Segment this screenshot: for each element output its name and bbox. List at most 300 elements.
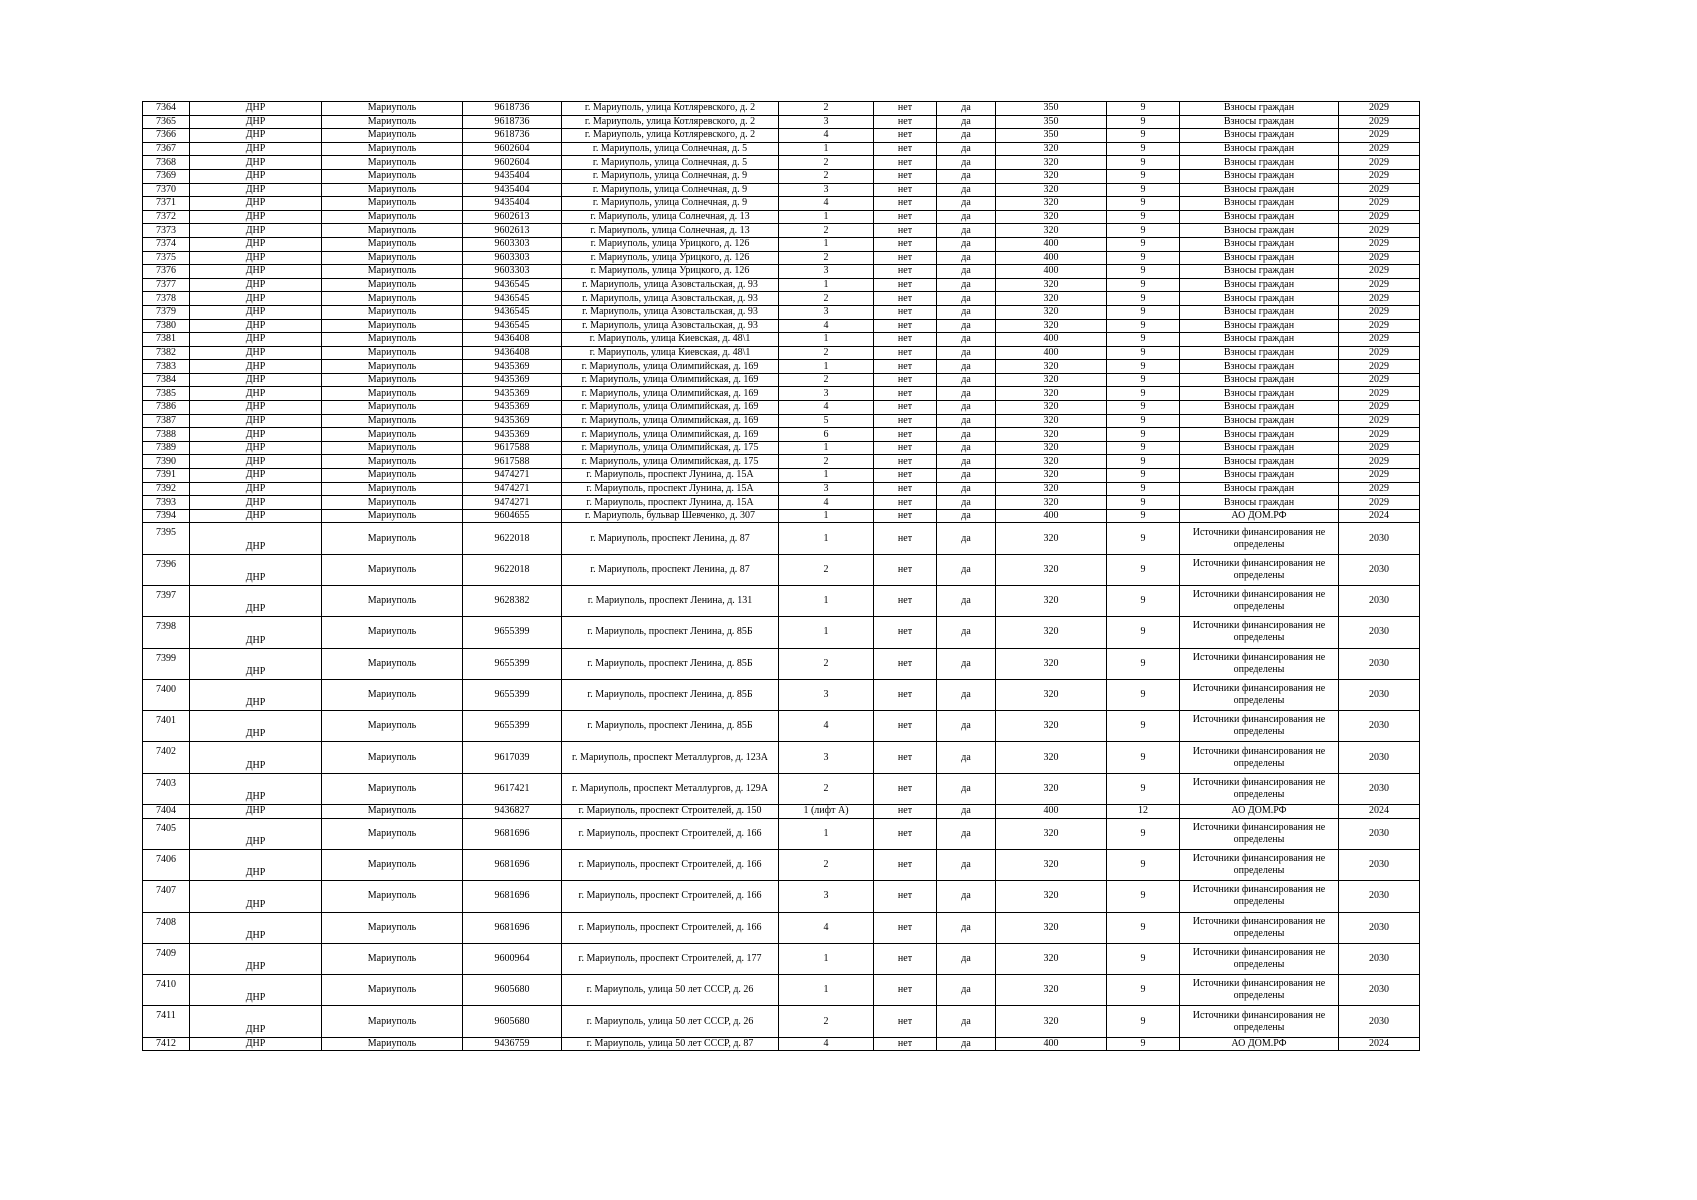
cell-funding-source: Источники финансирования не определены [1180, 975, 1339, 1006]
cell-city: Мариуполь [322, 523, 463, 554]
cell-flag-yes: да [937, 881, 996, 912]
cell-flag-no: нет [874, 441, 937, 455]
cell-lift-number: 4 [779, 197, 874, 211]
cell-load-capacity: 320 [996, 183, 1107, 197]
cell-building-code: 9435369 [463, 387, 562, 401]
cell-flag-no: нет [874, 102, 937, 116]
table-row [143, 711, 1420, 742]
cell-flag-yes: да [937, 319, 996, 333]
cell-flag-no: нет [874, 742, 937, 773]
cell-load-capacity: 320 [996, 428, 1107, 442]
cell-year: 2030 [1339, 881, 1420, 912]
table-row [143, 849, 1420, 880]
cell-row-number: 7387 [143, 414, 190, 428]
cell-region: ДНР [190, 912, 322, 943]
cell-flag-yes: да [937, 679, 996, 710]
cell-lift-number: 2 [779, 373, 874, 387]
cell-year: 2029 [1339, 169, 1420, 183]
cell-flag-yes: да [937, 496, 996, 510]
cell-address: г. Мариуполь, улица Солнечная, д. 9 [562, 183, 779, 197]
cell-floors: 9 [1107, 617, 1180, 648]
cell-floors: 9 [1107, 943, 1180, 974]
cell-load-capacity: 320 [996, 224, 1107, 238]
cell-lift-number: 4 [779, 319, 874, 333]
cell-row-number: 7380 [143, 319, 190, 333]
cell-row-number: 7406 [143, 849, 190, 880]
cell-lift-number: 1 [779, 818, 874, 849]
cell-row-number: 7412 [143, 1037, 190, 1051]
cell-city: Мариуполь [322, 319, 463, 333]
cell-city: Мариуполь [322, 773, 463, 804]
cell-flag-yes: да [937, 142, 996, 156]
table-row [143, 441, 1420, 455]
cell-flag-no: нет [874, 360, 937, 374]
cell-building-code: 9602613 [463, 210, 562, 224]
cell-floors: 9 [1107, 115, 1180, 129]
cell-city: Мариуполь [322, 818, 463, 849]
cell-row-number: 7374 [143, 237, 190, 251]
cell-load-capacity: 320 [996, 319, 1107, 333]
cell-year: 2029 [1339, 142, 1420, 156]
cell-flag-no: нет [874, 482, 937, 496]
cell-building-code: 9617039 [463, 742, 562, 773]
cell-funding-source: Взносы граждан [1180, 428, 1339, 442]
cell-address: г. Мариуполь, проспект Лунина, д. 15А [562, 482, 779, 496]
table-row [143, 401, 1420, 415]
lift-replacement-table [142, 101, 1420, 1051]
cell-row-number: 7411 [143, 1006, 190, 1037]
cell-year: 2030 [1339, 818, 1420, 849]
cell-row-number: 7381 [143, 333, 190, 347]
cell-address: г. Мариуполь, улица Урицкого, д. 126 [562, 237, 779, 251]
cell-region: ДНР [190, 237, 322, 251]
cell-floors: 9 [1107, 210, 1180, 224]
cell-address: г. Мариуполь, улица Азовстальская, д. 93 [562, 292, 779, 306]
cell-row-number: 7383 [143, 360, 190, 374]
cell-funding-source: Взносы граждан [1180, 482, 1339, 496]
cell-building-code: 9602613 [463, 224, 562, 238]
cell-lift-number: 1 [779, 237, 874, 251]
table-row [143, 292, 1420, 306]
cell-address: г. Мариуполь, улица Олимпийская, д. 169 [562, 414, 779, 428]
cell-flag-no: нет [874, 278, 937, 292]
cell-city: Мариуполь [322, 469, 463, 483]
cell-lift-number: 2 [779, 156, 874, 170]
cell-address: г. Мариуполь, улица Олимпийская, д. 175 [562, 441, 779, 455]
cell-building-code: 9622018 [463, 554, 562, 585]
cell-funding-source: Взносы граждан [1180, 496, 1339, 510]
cell-floors: 9 [1107, 679, 1180, 710]
cell-floors: 9 [1107, 648, 1180, 679]
cell-floors: 9 [1107, 197, 1180, 211]
table-row [143, 129, 1420, 143]
cell-load-capacity: 320 [996, 586, 1107, 617]
cell-floors: 9 [1107, 912, 1180, 943]
cell-lift-number: 3 [779, 387, 874, 401]
cell-year: 2029 [1339, 469, 1420, 483]
cell-city: Мариуполь [322, 333, 463, 347]
cell-load-capacity: 320 [996, 818, 1107, 849]
cell-flag-yes: да [937, 441, 996, 455]
cell-flag-no: нет [874, 469, 937, 483]
cell-year: 2029 [1339, 496, 1420, 510]
cell-address: г. Мариуполь, улица Киевская, д. 48\1 [562, 333, 779, 347]
cell-flag-no: нет [874, 496, 937, 510]
cell-region: ДНР [190, 414, 322, 428]
cell-funding-source: Источники финансирования не определены [1180, 523, 1339, 554]
cell-region: ДНР [190, 373, 322, 387]
cell-flag-no: нет [874, 346, 937, 360]
cell-region: ДНР [190, 509, 322, 523]
cell-row-number: 7375 [143, 251, 190, 265]
cell-floors: 9 [1107, 387, 1180, 401]
cell-region: ДНР [190, 679, 322, 710]
cell-flag-yes: да [937, 414, 996, 428]
cell-funding-source: Взносы граждан [1180, 156, 1339, 170]
cell-building-code: 9436545 [463, 305, 562, 319]
cell-funding-source: Источники финансирования не определены [1180, 554, 1339, 585]
cell-year: 2029 [1339, 319, 1420, 333]
cell-load-capacity: 400 [996, 251, 1107, 265]
cell-load-capacity: 320 [996, 617, 1107, 648]
cell-row-number: 7408 [143, 912, 190, 943]
cell-floors: 9 [1107, 305, 1180, 319]
cell-year: 2029 [1339, 278, 1420, 292]
cell-region: ДНР [190, 387, 322, 401]
cell-building-code: 9617588 [463, 455, 562, 469]
cell-city: Мариуполь [322, 617, 463, 648]
cell-funding-source: АО ДОМ.РФ [1180, 805, 1339, 819]
cell-year: 2030 [1339, 586, 1420, 617]
cell-floors: 9 [1107, 523, 1180, 554]
cell-address: г. Мариуполь, улица Олимпийская, д. 169 [562, 401, 779, 415]
cell-lift-number: 1 [779, 469, 874, 483]
cell-flag-yes: да [937, 975, 996, 1006]
cell-row-number: 7378 [143, 292, 190, 306]
cell-load-capacity: 320 [996, 881, 1107, 912]
cell-address: г. Мариуполь, проспект Ленина, д. 85Б [562, 711, 779, 742]
cell-flag-no: нет [874, 428, 937, 442]
cell-flag-yes: да [937, 742, 996, 773]
cell-row-number: 7398 [143, 617, 190, 648]
table-row [143, 943, 1420, 974]
cell-flag-no: нет [874, 679, 937, 710]
cell-flag-no: нет [874, 333, 937, 347]
cell-address: г. Мариуполь, улица Киевская, д. 48\1 [562, 346, 779, 360]
cell-floors: 9 [1107, 414, 1180, 428]
cell-floors: 9 [1107, 773, 1180, 804]
cell-floors: 9 [1107, 265, 1180, 279]
cell-year: 2029 [1339, 292, 1420, 306]
cell-address: г. Мариуполь, проспект Металлургов, д. 123А [562, 742, 779, 773]
cell-load-capacity: 320 [996, 169, 1107, 183]
cell-city: Мариуполь [322, 805, 463, 819]
cell-flag-yes: да [937, 469, 996, 483]
cell-row-number: 7392 [143, 482, 190, 496]
cell-flag-yes: да [937, 265, 996, 279]
cell-building-code: 9600964 [463, 943, 562, 974]
cell-funding-source: Источники финансирования не определены [1180, 742, 1339, 773]
cell-flag-yes: да [937, 115, 996, 129]
cell-row-number: 7405 [143, 818, 190, 849]
cell-building-code: 9603303 [463, 251, 562, 265]
cell-flag-no: нет [874, 711, 937, 742]
cell-floors: 9 [1107, 881, 1180, 912]
cell-load-capacity: 320 [996, 455, 1107, 469]
cell-region: ДНР [190, 278, 322, 292]
cell-city: Мариуполь [322, 912, 463, 943]
table-row [143, 224, 1420, 238]
cell-building-code: 9628382 [463, 586, 562, 617]
cell-year: 2029 [1339, 373, 1420, 387]
cell-floors: 9 [1107, 1006, 1180, 1037]
cell-year: 2029 [1339, 115, 1420, 129]
cell-year: 2029 [1339, 156, 1420, 170]
cell-region: ДНР [190, 975, 322, 1006]
cell-flag-no: нет [874, 387, 937, 401]
cell-building-code: 9474271 [463, 482, 562, 496]
cell-load-capacity: 400 [996, 1037, 1107, 1051]
cell-year: 2029 [1339, 251, 1420, 265]
cell-floors: 9 [1107, 849, 1180, 880]
cell-funding-source: Источники финансирования не определены [1180, 711, 1339, 742]
cell-year: 2029 [1339, 210, 1420, 224]
cell-floors: 9 [1107, 428, 1180, 442]
cell-load-capacity: 320 [996, 414, 1107, 428]
cell-building-code: 9655399 [463, 679, 562, 710]
cell-lift-number: 2 [779, 224, 874, 238]
cell-region: ДНР [190, 129, 322, 143]
cell-funding-source: Взносы граждан [1180, 360, 1339, 374]
cell-building-code: 9622018 [463, 523, 562, 554]
cell-lift-number: 3 [779, 115, 874, 129]
cell-funding-source: Источники финансирования не определены [1180, 679, 1339, 710]
cell-load-capacity: 320 [996, 742, 1107, 773]
table-row [143, 373, 1420, 387]
cell-address: г. Мариуполь, улица Солнечная, д. 13 [562, 210, 779, 224]
cell-city: Мариуполь [322, 156, 463, 170]
cell-row-number: 7367 [143, 142, 190, 156]
cell-address: г. Мариуполь, улица Олимпийская, д. 169 [562, 373, 779, 387]
table-row [143, 169, 1420, 183]
cell-row-number: 7400 [143, 679, 190, 710]
cell-flag-yes: да [937, 169, 996, 183]
cell-floors: 9 [1107, 455, 1180, 469]
cell-city: Мариуполь [322, 679, 463, 710]
cell-row-number: 7364 [143, 102, 190, 116]
table-row [143, 554, 1420, 585]
table-row [143, 333, 1420, 347]
cell-city: Мариуполь [322, 648, 463, 679]
cell-address: г. Мариуполь, бульвар Шевченко, д. 307 [562, 509, 779, 523]
cell-year: 2024 [1339, 805, 1420, 819]
table-row [143, 237, 1420, 251]
cell-flag-no: нет [874, 183, 937, 197]
cell-flag-yes: да [937, 509, 996, 523]
cell-address: г. Мариуполь, проспект Строителей, д. 166 [562, 881, 779, 912]
cell-lift-number: 3 [779, 265, 874, 279]
cell-row-number: 7402 [143, 742, 190, 773]
cell-row-number: 7410 [143, 975, 190, 1006]
cell-year: 2030 [1339, 523, 1420, 554]
cell-lift-number: 2 [779, 1006, 874, 1037]
cell-year: 2029 [1339, 401, 1420, 415]
cell-funding-source: Источники финансирования не определены [1180, 1006, 1339, 1037]
cell-building-code: 9617588 [463, 441, 562, 455]
cell-row-number: 7389 [143, 441, 190, 455]
cell-flag-no: нет [874, 197, 937, 211]
cell-floors: 9 [1107, 224, 1180, 238]
cell-building-code: 9435404 [463, 197, 562, 211]
cell-flag-yes: да [937, 387, 996, 401]
cell-flag-no: нет [874, 251, 937, 265]
cell-flag-yes: да [937, 805, 996, 819]
cell-row-number: 7395 [143, 523, 190, 554]
table-row [143, 1006, 1420, 1037]
cell-funding-source: Взносы граждан [1180, 265, 1339, 279]
cell-building-code: 9435404 [463, 183, 562, 197]
cell-building-code: 9618736 [463, 102, 562, 116]
cell-building-code: 9681696 [463, 818, 562, 849]
cell-region: ДНР [190, 881, 322, 912]
cell-row-number: 7372 [143, 210, 190, 224]
cell-city: Мариуполь [322, 278, 463, 292]
cell-year: 2029 [1339, 129, 1420, 143]
cell-row-number: 7388 [143, 428, 190, 442]
cell-funding-source: Источники финансирования не определены [1180, 849, 1339, 880]
cell-funding-source: Взносы граждан [1180, 115, 1339, 129]
cell-load-capacity: 320 [996, 648, 1107, 679]
cell-lift-number: 2 [779, 346, 874, 360]
cell-floors: 9 [1107, 183, 1180, 197]
cell-load-capacity: 400 [996, 333, 1107, 347]
cell-funding-source: Взносы граждан [1180, 142, 1339, 156]
cell-lift-number: 3 [779, 742, 874, 773]
cell-city: Мариуполь [322, 251, 463, 265]
cell-address: г. Мариуполь, улица Солнечная, д. 5 [562, 156, 779, 170]
cell-address: г. Мариуполь, проспект Строителей, д. 166 [562, 818, 779, 849]
cell-funding-source: АО ДОМ.РФ [1180, 1037, 1339, 1051]
cell-load-capacity: 320 [996, 849, 1107, 880]
cell-load-capacity: 320 [996, 554, 1107, 585]
table-row [143, 183, 1420, 197]
table-row [143, 387, 1420, 401]
cell-city: Мариуполь [322, 183, 463, 197]
cell-address: г. Мариуполь, улица Урицкого, д. 126 [562, 251, 779, 265]
table-row [143, 414, 1420, 428]
cell-load-capacity: 320 [996, 482, 1107, 496]
cell-flag-no: нет [874, 401, 937, 415]
cell-city: Мариуполь [322, 586, 463, 617]
cell-funding-source: Взносы граждан [1180, 387, 1339, 401]
cell-address: г. Мариуполь, улица 50 лет СССР, д. 26 [562, 1006, 779, 1037]
cell-city: Мариуполь [322, 711, 463, 742]
cell-load-capacity: 320 [996, 912, 1107, 943]
cell-flag-yes: да [937, 183, 996, 197]
cell-load-capacity: 400 [996, 509, 1107, 523]
cell-flag-yes: да [937, 1037, 996, 1051]
table-row [143, 586, 1420, 617]
cell-address: г. Мариуполь, проспект Лунина, д. 15А [562, 469, 779, 483]
cell-year: 2029 [1339, 387, 1420, 401]
cell-building-code: 9436545 [463, 278, 562, 292]
cell-year: 2029 [1339, 360, 1420, 374]
cell-floors: 9 [1107, 333, 1180, 347]
cell-lift-number: 1 [779, 617, 874, 648]
cell-floors: 9 [1107, 292, 1180, 306]
cell-region: ДНР [190, 251, 322, 265]
cell-funding-source: Взносы граждан [1180, 224, 1339, 238]
cell-flag-yes: да [937, 278, 996, 292]
cell-year: 2030 [1339, 711, 1420, 742]
cell-region: ДНР [190, 617, 322, 648]
cell-funding-source: Взносы граждан [1180, 373, 1339, 387]
table-row [143, 455, 1420, 469]
cell-region: ДНР [190, 441, 322, 455]
cell-region: ДНР [190, 169, 322, 183]
cell-year: 2029 [1339, 183, 1420, 197]
cell-building-code: 9655399 [463, 711, 562, 742]
cell-building-code: 9474271 [463, 469, 562, 483]
cell-city: Мариуполь [322, 1037, 463, 1051]
cell-funding-source: Взносы граждан [1180, 102, 1339, 116]
cell-load-capacity: 320 [996, 496, 1107, 510]
cell-load-capacity: 400 [996, 805, 1107, 819]
cell-year: 2030 [1339, 975, 1420, 1006]
cell-flag-no: нет [874, 115, 937, 129]
cell-building-code: 9618736 [463, 129, 562, 143]
cell-region: ДНР [190, 586, 322, 617]
cell-flag-no: нет [874, 305, 937, 319]
cell-address: г. Мариуполь, улица Азовстальская, д. 93 [562, 305, 779, 319]
cell-flag-yes: да [937, 401, 996, 415]
cell-building-code: 9435369 [463, 360, 562, 374]
cell-load-capacity: 320 [996, 210, 1107, 224]
cell-flag-no: нет [874, 373, 937, 387]
cell-city: Мариуполь [322, 482, 463, 496]
cell-address: г. Мариуполь, улица Солнечная, д. 13 [562, 224, 779, 238]
cell-city: Мариуполь [322, 742, 463, 773]
cell-year: 2029 [1339, 333, 1420, 347]
cell-floors: 9 [1107, 975, 1180, 1006]
cell-year: 2029 [1339, 224, 1420, 238]
cell-flag-no: нет [874, 912, 937, 943]
cell-building-code: 9617421 [463, 773, 562, 804]
cell-city: Мариуполь [322, 237, 463, 251]
cell-lift-number: 1 [779, 278, 874, 292]
cell-year: 2029 [1339, 428, 1420, 442]
cell-row-number: 7409 [143, 943, 190, 974]
cell-row-number: 7382 [143, 346, 190, 360]
cell-year: 2029 [1339, 197, 1420, 211]
cell-city: Мариуполь [322, 387, 463, 401]
cell-floors: 9 [1107, 346, 1180, 360]
cell-city: Мариуполь [322, 373, 463, 387]
cell-lift-number: 5 [779, 414, 874, 428]
cell-building-code: 9603303 [463, 265, 562, 279]
table-row [143, 523, 1420, 554]
cell-load-capacity: 320 [996, 441, 1107, 455]
cell-load-capacity: 320 [996, 387, 1107, 401]
cell-floors: 12 [1107, 805, 1180, 819]
cell-city: Мариуполь [322, 496, 463, 510]
cell-flag-no: нет [874, 224, 937, 238]
table-row [143, 975, 1420, 1006]
cell-flag-no: нет [874, 1006, 937, 1037]
cell-city: Мариуполь [322, 292, 463, 306]
cell-city: Мариуполь [322, 849, 463, 880]
cell-city: Мариуполь [322, 115, 463, 129]
